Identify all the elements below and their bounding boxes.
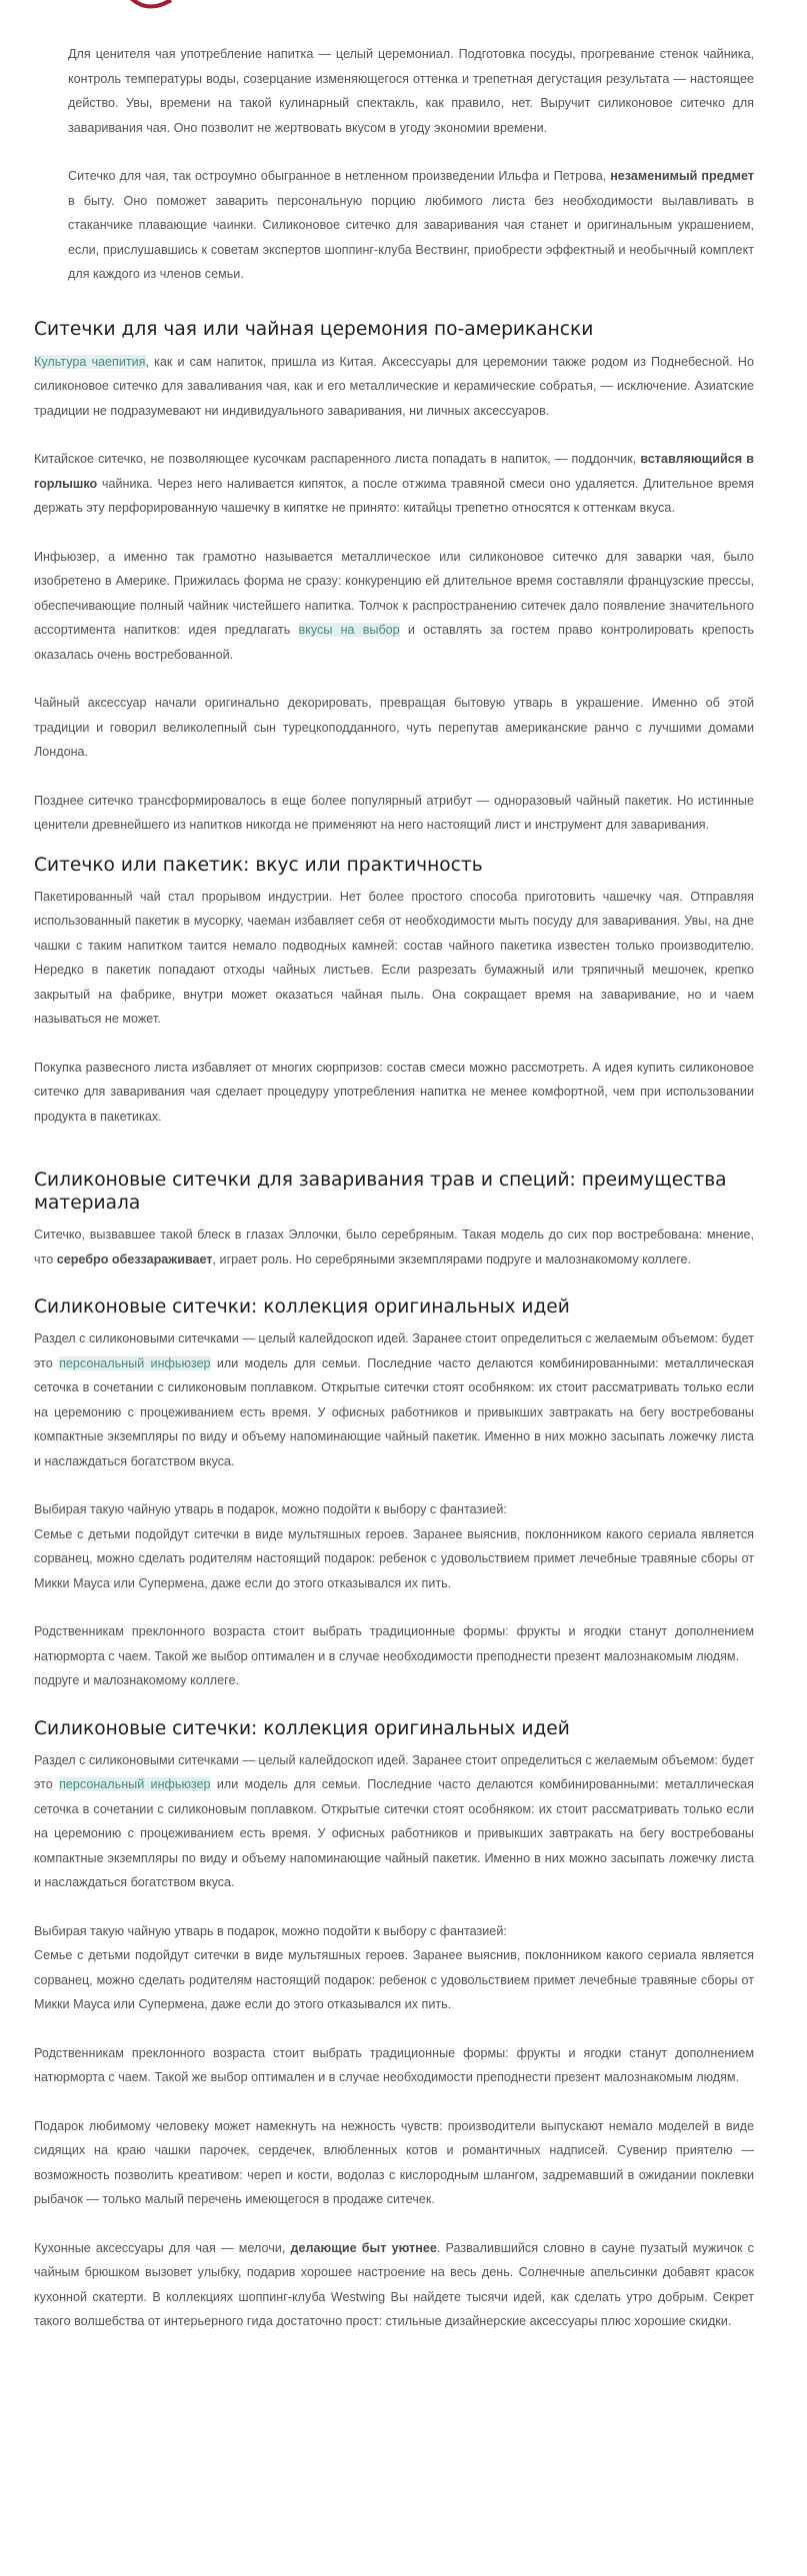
article-body bbox=[34, 42, 754, 2334]
s2-paragraph-2: Покупка развесного листа избавляет от многих сюрпризов: состав смеси можно рассмотреть. А идея купить силиконовое ситечко для заваривания чая сделает процедуру употребления напитка не менее комфортной, чем при использовании продукта в пакетиках. bbox=[34, 1060, 754, 1124]
link-tea-culture[interactable]: Культура чаепития bbox=[34, 354, 146, 369]
section-heading-silicone-advantages: Силиконовые ситечки для заваривания трав и специй: преимущества материала bbox=[34, 1170, 727, 1214]
text-run: , как и сам напиток, пришла из Китая. Аксессуары для церемонии также родом из Поднебесной. Но силиконовое ситечко для заваливания чая, как и его металлические и керамические собратья, — исключение. Азиатские традиции не подразумевают ни индивидуального заваривания, ни личных аксессуаров. bbox=[34, 354, 754, 418]
text-run: , играет роль. Но серебряными экземплярами подруге и малознакомому коллеге. bbox=[212, 1252, 692, 1267]
text-run: Раздел с силиконовыми ситечками — целый калейдоскоп идей. Заранее стоит определиться с желаемым объемом: будет это bbox=[34, 1752, 754, 1791]
s1-paragraph-4: Чайный аксессуар начали оригинально декорировать, превращая бытовую утварь в украшение. Именно об этой традиции и говорил великолепный сын турецкоподданного, чуть перепутав американские ранчо с лучшими домами Лондона. bbox=[34, 696, 754, 759]
text-run: Китайское ситечко, не позволяющее кусочкам распаренного листа попадать в напиток, — поддончик, bbox=[34, 452, 641, 466]
s2-paragraph-1: Пакетированный чай стал прорывом индустрии. Нет более простого способа приготовить чашечку чая. Отправляя использованный пакетик в мусорку, чаеман избавляет себя от необходимости мыть посуду для заваривания. Увы, на дне чашки с таким напитком таится немало подводных камней: состав чайного пакетика известен только производителю. Нередко в пакетик попадают отходы чайных листьев. Если разрезать бумажный или тряпичный мешочек, крепко закрытый на фабрике, внутри может оказаться чайная пыль. Она сокращает время на заваривание, но и чаем называться не может. bbox=[34, 889, 754, 1026]
s1-paragraph-3 bbox=[34, 545, 754, 668]
s4-paragraph-4: подруге и малознакомому коллеге. bbox=[34, 1673, 239, 1687]
s1-paragraph-5: Позднее ситечко трансформировалось в еще более популярный атрибут — одноразовый чайный пакетик. Но истинные ценители древнейшего из напитков никогда не применяют на него настоящий лист и инструмент для заваривания. bbox=[34, 793, 754, 832]
s5-paragraph-2b: Семье с детьми подойдут ситечки в виде мультяшных героев. Заранее выяснив, поклонником какого сериала является сорванец, можно сделать родителям настоящий подарок: ребенок с удовольствием примет лечебные травяные сборы от Микки Мауса или Супермена, даже если до этого отказывался их пить. bbox=[34, 1948, 754, 2011]
text-run: . Развалившийся словно в сауне пузатый мужичок с чайным брюшком вызовет улыбку, подарив хорошее настроение на весь день. Солнечные апельсинки добавят красок кухонной скатерти. В коллекциях шоппинг-клуба Westwing Вы найдете тысячи идей, как сделать утро добрым. Секрет такого волшебства от интерьерного гида достаточно прост: стильные дизайнерские аксессуары плюс хорошие скидки. bbox=[34, 2240, 754, 2328]
section-heading-american-ceremony: Ситечки для чая или чайная церемония по-американски bbox=[34, 318, 594, 340]
intro-paragraph-2 bbox=[68, 164, 754, 287]
s5-paragraph-4: Подарок любимому человеку может намекнуть на нежность чувств: производители выпускают немало моделей в виде сидящих на краю чашки парочек, сердечек, влюбленных котов и романтичных надписей. Сувенир приятелю — возможность позволить креативом: череп и кости, водолаз с кислородным шлангом, задремавший в ожидании поклевки рыбачок — только малый перечень имеющегося в продаже ситечек. bbox=[34, 2118, 754, 2206]
text-run: и оставлять за гостем право контролировать крепость оказалась очень востребованной. bbox=[34, 623, 754, 662]
s1-paragraph-1 bbox=[34, 350, 754, 424]
s5-paragraph-2a: Выбирая такую чайную утварь в подарок, можно подойти к выбору с фантазией: bbox=[34, 1923, 507, 1938]
text-run: Раздел с силиконовыми ситечками — целый калейдоскоп идей. Заранее стоит определиться с желаемым объемом: будет это bbox=[34, 1331, 754, 1370]
s4-paragraph-2b: Семье с детьми подойдут ситечки в виде мультяшных героев. Заранее выяснив, поклонником какого сериала является сорванец, можно сделать родителям настоящий подарок: ребенок с удовольствием примет лечебные травяные сборы от Микки Мауса или Супермена, даже если до этого отказывался их пить. bbox=[34, 1526, 754, 1590]
intro-paragraph-1: Для ценителя чая употребление напитка — целый церемониал. Подготовка посуды, прогревание стенок чайника, контроль температуры воды, созерцание изменяющегося оттенка и трепетная дегустация результата — настоящее действо. Увы, времени на такой кулинарный спектакль, как правило, нет. Выручит силиконовое ситечко для заваривания чая. Оно позволит не жертвовать вкусом в угоду экономии времени. bbox=[68, 47, 754, 135]
text-run: в быту. Оно поможет заварить персональную порцию любимого листа без необходимости вылавливать в стаканчике плавающие чаинки. Силиконовое ситечко для заваривания чая станет и оригинальным украшением, если, прислушавшись к советам экспертов шоппинг-клуба Вествинг, приобрести эффектный и необычный комплект для каждого из членов семьи. bbox=[68, 193, 754, 281]
link-personal-infuser[interactable]: персональный инфьюзер bbox=[59, 1777, 211, 1791]
bold-phrase: серебро обеззараживает bbox=[56, 1252, 213, 1267]
text-run: Ситечко, вызвавшее такой блеск в глазах Эллочки, было серебряным. Такая модель до сих пор востребована: мнение, что bbox=[34, 1228, 754, 1267]
text-run: Инфьюзер, а именно так грамотно называется металлическое или силиконовое ситечко для заварки чая, было изобретено в Америке. Прижилась форма не сразу: конкуренцию ей длительное время составляли французские прессы, обеспечивающие полный чайник чистейшего напитка. Толчок к распространению ситечек дало появление значительного ассортимента напитков: идея предлагать bbox=[34, 549, 754, 637]
link-flavors-choice[interactable]: вкусы на выбор bbox=[298, 623, 400, 637]
s4-paragraph-3: Родственникам преклонного возраста стоит выбрать традиционные формы: фрукты и ягодки станут дополнением натюрморта с чаем. Такой же выбор оптимален и в случае необходимости преподнести презент малознакомым людям. bbox=[34, 1624, 754, 1663]
text-run: чайника. Через него наливается кипяток, а после отжима травяной смеси оно удаляется. Длительное время держать эту перфорированную чашечку в кипятке не принято: китайцы трепетно относятся к оттенкам вкуса. bbox=[34, 476, 754, 515]
section-heading-collection-ideas-2: Силиконовые ситечки: коллекция оригинальных идей bbox=[34, 1717, 570, 1739]
text-run: Кухонные аксессуары для чая — мелочи, bbox=[34, 2240, 291, 2255]
s3-paragraph-1 bbox=[34, 1223, 754, 1272]
s4-paragraph-1 bbox=[34, 1326, 754, 1473]
section-heading-bag-or-infuser: Ситечко или пакетик: вкус или практичность bbox=[34, 854, 483, 876]
bold-phrase: незаменимый предмет bbox=[610, 169, 754, 183]
section-heading-collection-ideas: Силиконовые ситечки: коллекция оригинальных идей bbox=[34, 1296, 570, 1317]
intro-section bbox=[34, 42, 754, 287]
text-run: или модель для семьи. Последние часто делаются комбинированными: металлическая сеточка в сочетании с силиконовым поплавком. Открытые ситечки стоят особняком: их стоит рассматривать только если на церемонию с процеживанием есть время. У офисных работников и привыкших завтракать на бегу востребованы компактные экземпляры по виду и объему напоминающие чайный пакетик. Именно в них можно засыпать ложечку листа и наслаждаться богатством вкуса. bbox=[34, 1777, 755, 1889]
bold-phrase: вставляющийся в горлышко bbox=[34, 452, 754, 491]
link-personal-infuser[interactable]: персональный инфьюзер bbox=[59, 1355, 211, 1370]
s5-paragraph-1 bbox=[34, 1748, 754, 1895]
s5-paragraph-3: Родственникам преклонного возраста стоит выбрать традиционные формы: фрукты и ягодки станут дополнением натюрморта с чаем. Такой же выбор оптимален и в случае необходимости преподнести презент малознакомым людям. bbox=[34, 2045, 754, 2084]
s4-paragraph-2a: Выбирая такую чайную утварь в подарок, можно подойти к выбору с фантазией: bbox=[34, 1502, 507, 1516]
decorative-swoosh-icon bbox=[130, 0, 174, 10]
s5-paragraph-5 bbox=[34, 2236, 754, 2334]
text-run: Ситечко для чая, так остроумно обыгранное в нетленном произведении Ильфа и Петрова, bbox=[68, 169, 611, 183]
bold-phrase: делающие быт уютнее bbox=[290, 2240, 437, 2255]
text-run: или модель для семьи. Последние часто делаются комбинированными: металлическая сеточка в сочетании с силиконовым поплавком. Открытые ситечки стоят особняком: их стоит рассматривать только если на церемонию с процеживанием есть время. У офисных работников и привыкших завтракать на бегу востребованы компактные экземпляры по виду и объему напоминающие чайный пакетик. Именно в них можно засыпать ложечку листа и наслаждаться богатством вкуса. bbox=[34, 1355, 755, 1468]
s1-paragraph-2 bbox=[34, 447, 754, 521]
